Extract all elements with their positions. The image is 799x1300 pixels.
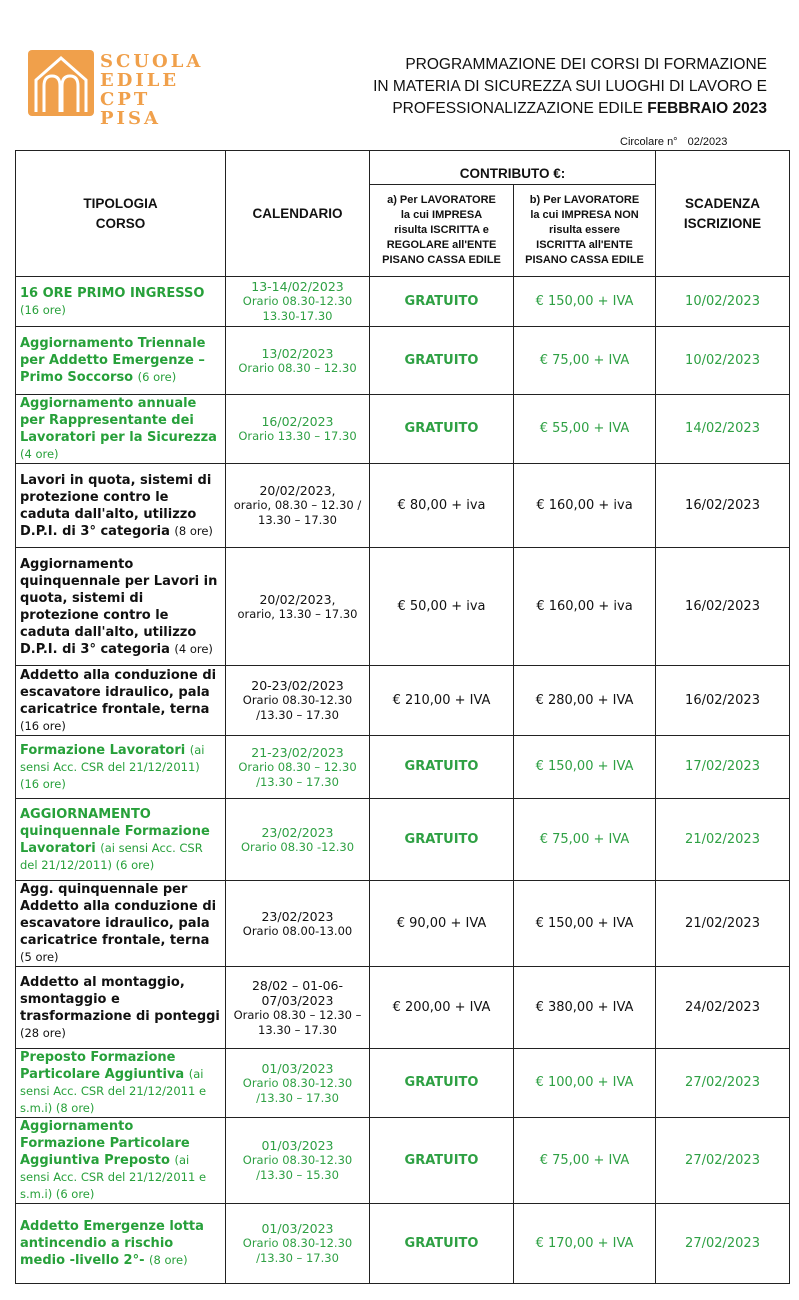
header-text: risulta ISCRITTA e: [394, 224, 489, 236]
logo-line: EDILE: [100, 70, 180, 91]
circular-value: 02/2023: [687, 136, 728, 148]
table-row: [16, 464, 790, 548]
course-title: Aggiornamento Formazione Particolare Aggiuntiva Preposto: [20, 1119, 190, 1168]
course-name: [16, 395, 226, 464]
title-line: IN MATERIA DI SICUREZZA SUI LUOGHI DI LAVORO E: [373, 78, 767, 95]
fee-unregistered: € 75,00 + IVA: [514, 327, 656, 395]
header-scadenza: [656, 151, 790, 277]
course-time: Orario 08.30 – 12.30 /13.30 – 17.30: [238, 759, 357, 789]
header-text: TIPOLOGIA: [83, 195, 158, 211]
course-title: Preposto Formazione Particolare Aggiuntiva: [20, 1050, 185, 1082]
course-date: 13-14/02/2023: [251, 279, 344, 294]
course-time: Orario 08.30 -12.30: [240, 839, 355, 854]
course-title: 16 ORE PRIMO INGRESSO: [20, 285, 205, 301]
table-row: [16, 395, 790, 464]
header-contributo-a: [370, 185, 514, 277]
course-name: [16, 967, 226, 1049]
course-time: Orario 08.30-12.30 /13.30 – 17.30: [242, 693, 353, 722]
course-calendar: [226, 736, 370, 799]
title-line: [347, 98, 767, 120]
course-date: 16/02/2023: [261, 414, 334, 429]
fee-registered: GRATUITO: [370, 1118, 514, 1204]
school-logo: [28, 50, 218, 129]
course-date: 20-23/02/2023: [251, 678, 344, 693]
table-row: [16, 736, 790, 799]
course-calendar: [226, 799, 370, 881]
course-time: Orario 08.30-12.30 /13.30 – 17.30: [242, 1075, 353, 1105]
header-text: la cui IMPRESA: [400, 209, 483, 221]
course-title: Addetto Emergenze lotta antincendio a rischio medio -livello 2°-: [20, 1219, 204, 1268]
course-note: (4 ore): [174, 641, 213, 656]
course-title: Lavori in quota, sistemi di protezione contro le caduta dall'alto, utilizzo D.P.I. di 3° categoria: [20, 472, 212, 539]
courses-table: [15, 150, 790, 1284]
course-title: Formazione Lavoratori: [20, 742, 186, 758]
course-name: [16, 881, 226, 967]
course-title: Aggiornamento annuale per Rappresentante dei Lavoratori per la Sicurezza: [20, 396, 217, 445]
circular-label: Circolare n°: [620, 136, 678, 148]
course-calendar: [226, 327, 370, 395]
registration-deadline: 16/02/2023: [656, 464, 790, 548]
table-row: [16, 327, 790, 395]
course-note: (ai sensi Acc. CSR del 21/12/2011) (16 ore): [20, 742, 205, 791]
course-name: [16, 1204, 226, 1284]
registration-deadline: 21/02/2023: [656, 799, 790, 881]
header-contributo: CONTRIBUTO €:: [370, 151, 656, 185]
fee-unregistered: € 100,00 + IVA: [514, 1049, 656, 1118]
fee-unregistered: € 150,00 + IVA: [514, 277, 656, 327]
fee-unregistered: € 75,00 + IVA: [514, 799, 656, 881]
fee-registered: GRATUITO: [370, 327, 514, 395]
table-row: [16, 666, 790, 736]
table-row: [16, 548, 790, 666]
course-name: [16, 736, 226, 799]
course-date: 01/03/2023: [261, 1138, 334, 1153]
registration-deadline: 10/02/2023: [656, 277, 790, 327]
course-name: [16, 464, 226, 548]
registration-deadline: 16/02/2023: [656, 666, 790, 736]
course-time: Orario 08.30 – 12.30 – 13.30 – 17.30: [233, 1007, 362, 1037]
course-calendar: [226, 464, 370, 548]
fee-registered: € 200,00 + IVA: [370, 967, 514, 1049]
course-name: [16, 277, 226, 327]
header-text: b) Per LAVORATORE: [529, 194, 640, 206]
logo-line: CPT PISA: [100, 89, 161, 129]
fee-unregistered: € 55,00 + IVA: [514, 395, 656, 464]
header-text: risulta essere: [549, 224, 620, 236]
course-title: Aggiornamento Triennale per Addetto Emergenze – Primo Soccorso: [20, 336, 206, 385]
fee-registered: GRATUITO: [370, 736, 514, 799]
course-name: [16, 1049, 226, 1118]
course-calendar: [226, 967, 370, 1049]
header-calendario: CALENDARIO: [226, 151, 370, 277]
course-note: (5 ore): [20, 950, 59, 964]
course-calendar: [226, 666, 370, 736]
course-time: Orario 08.00-13.00: [242, 923, 353, 938]
logo-text: [100, 52, 218, 128]
course-title: Addetto alla conduzione di escavatore idraulico, pala caricatrice frontale, terna: [20, 667, 217, 717]
header-text: a) Per LAVORATORE: [387, 194, 496, 206]
course-note: (ai sensi Acc. CSR del 21/12/2011) (6 ore): [20, 840, 203, 872]
course-name: [16, 548, 226, 666]
course-date: 23/02/2023: [261, 824, 334, 840]
registration-deadline: 24/02/2023: [656, 967, 790, 1049]
fee-registered: € 210,00 + IVA: [370, 666, 514, 736]
course-date: 21-23/02/2023: [251, 744, 344, 760]
fee-registered: € 80,00 + iva: [370, 464, 514, 548]
fee-registered: € 50,00 + iva: [370, 548, 514, 666]
course-note: (ai sensi Acc. CSR del 21/12/2011 e s.m.i) (6 ore): [20, 1153, 207, 1201]
course-note: (28 ore): [20, 1025, 66, 1040]
course-time: Orario 08.30-12.30 /13.30 – 17.30: [242, 1236, 353, 1265]
header-text: la cui IMPRESA NON: [530, 209, 639, 221]
header-text: REGOLARE all'ENTE: [386, 239, 497, 251]
header-contributo-b: [514, 185, 656, 277]
header-text: SCADENZA: [685, 195, 761, 211]
fee-unregistered: € 150,00 + IVA: [514, 736, 656, 799]
table-row: [16, 967, 790, 1049]
fee-unregistered: € 160,00 + iva: [514, 548, 656, 666]
course-time: Orario 08.30 – 12.30: [238, 360, 357, 375]
fee-unregistered: € 75,00 + IVA: [514, 1118, 656, 1204]
course-date: 01/03/2023: [261, 1221, 334, 1236]
table-row: [16, 1118, 790, 1204]
building-arch-icon: [28, 50, 94, 116]
fee-unregistered: € 280,00 + IVA: [514, 666, 656, 736]
fee-registered: GRATUITO: [370, 277, 514, 327]
course-time: orario, 13.30 – 17.30: [237, 606, 358, 621]
course-time: Orario 08.30-12.30 13.30-17.30: [242, 294, 353, 323]
course-calendar: [226, 548, 370, 666]
course-note: (6 ore): [137, 370, 177, 384]
registration-deadline: 16/02/2023: [656, 548, 790, 666]
course-note: (4 ore): [20, 447, 59, 461]
header-text: CORSO: [95, 215, 146, 231]
logo-line: SCUOLA: [100, 51, 204, 72]
course-date: 28/02 – 01-06-07/03/2023: [251, 977, 344, 1008]
course-date: 20/02/2023,: [259, 483, 336, 498]
header-text: ISCRITTA all'ENTE: [536, 239, 633, 251]
title-line: PROGRAMMAZIONE DEI CORSI DI FORMAZIONE: [405, 56, 767, 73]
fee-registered: GRATUITO: [370, 395, 514, 464]
course-name: [16, 1118, 226, 1204]
course-title: AGGIORNAMENTO quinquennale Formazione Lavoratori: [20, 806, 210, 856]
course-title: Addetto al montaggio, smontaggio e trasformazione di ponteggi: [20, 974, 220, 1024]
document-title: [347, 54, 767, 120]
course-title: Aggiornamento quinquennale per Lavori in quota, sistemi di protezione contro le caduta dall'alto, utilizzo D.P.I. di 3° categoria: [20, 556, 218, 657]
course-calendar: [226, 1118, 370, 1204]
table-row: [16, 799, 790, 881]
course-name: [16, 799, 226, 881]
table-row: [16, 277, 790, 327]
course-calendar: [226, 395, 370, 464]
course-note: (8 ore): [174, 523, 213, 538]
course-calendar: [226, 1204, 370, 1284]
course-time: Orario 13.30 – 17.30: [238, 429, 357, 443]
table-row: [16, 1049, 790, 1118]
course-name: [16, 327, 226, 395]
header-text: ISCRIZIONE: [683, 215, 762, 231]
registration-deadline: 17/02/2023: [656, 736, 790, 799]
course-date: 13/02/2023: [261, 345, 334, 361]
registration-deadline: 21/02/2023: [656, 881, 790, 967]
course-note: (8 ore): [149, 1253, 188, 1267]
title-line-prefix: PROFESSIONALIZZAZIONE EDILE: [392, 100, 648, 117]
course-note: (ai sensi Acc. CSR del 21/12/2011 e s.m.i) (8 ore): [20, 1067, 207, 1115]
registration-deadline: 27/02/2023: [656, 1118, 790, 1204]
fee-registered: € 90,00 + IVA: [370, 881, 514, 967]
course-calendar: [226, 277, 370, 327]
table-row: [16, 1204, 790, 1284]
fee-registered: GRATUITO: [370, 799, 514, 881]
fee-unregistered: € 160,00 + iva: [514, 464, 656, 548]
course-calendar: [226, 881, 370, 967]
header-text: PISANO CASSA EDILE: [525, 254, 644, 266]
header-text: PISANO CASSA EDILE: [382, 254, 501, 266]
course-date: 01/03/2023: [261, 1060, 334, 1076]
table-row: [16, 881, 790, 967]
fee-unregistered: € 170,00 + IVA: [514, 1204, 656, 1284]
course-date: 23/02/2023: [261, 908, 334, 924]
registration-deadline: 14/02/2023: [656, 395, 790, 464]
registration-deadline: 10/02/2023: [656, 327, 790, 395]
fee-registered: GRATUITO: [370, 1204, 514, 1284]
circular-number: [620, 136, 727, 148]
registration-deadline: 27/02/2023: [656, 1204, 790, 1284]
course-name: [16, 666, 226, 736]
course-date: 20/02/2023,: [259, 591, 336, 607]
course-time: orario, 08.30 – 12.30 / 13.30 – 17.30: [233, 498, 362, 527]
course-note: (16 ore): [20, 718, 66, 733]
header-tipologia: [16, 151, 226, 277]
course-title: Agg. quinquennale per Addetto alla conduzione di escavatore idraulico, pala caricatrice frontale, terna: [20, 882, 217, 948]
course-calendar: [226, 1049, 370, 1118]
title-month: FEBBRAIO 2023: [647, 100, 767, 117]
course-time: Orario 08.30-12.30 /13.30 – 15.30: [242, 1153, 353, 1182]
fee-unregistered: € 380,00 + IVA: [514, 967, 656, 1049]
fee-registered: GRATUITO: [370, 1049, 514, 1118]
fee-unregistered: € 150,00 + IVA: [514, 881, 656, 967]
course-note: (16 ore): [20, 302, 66, 317]
registration-deadline: 27/02/2023: [656, 1049, 790, 1118]
